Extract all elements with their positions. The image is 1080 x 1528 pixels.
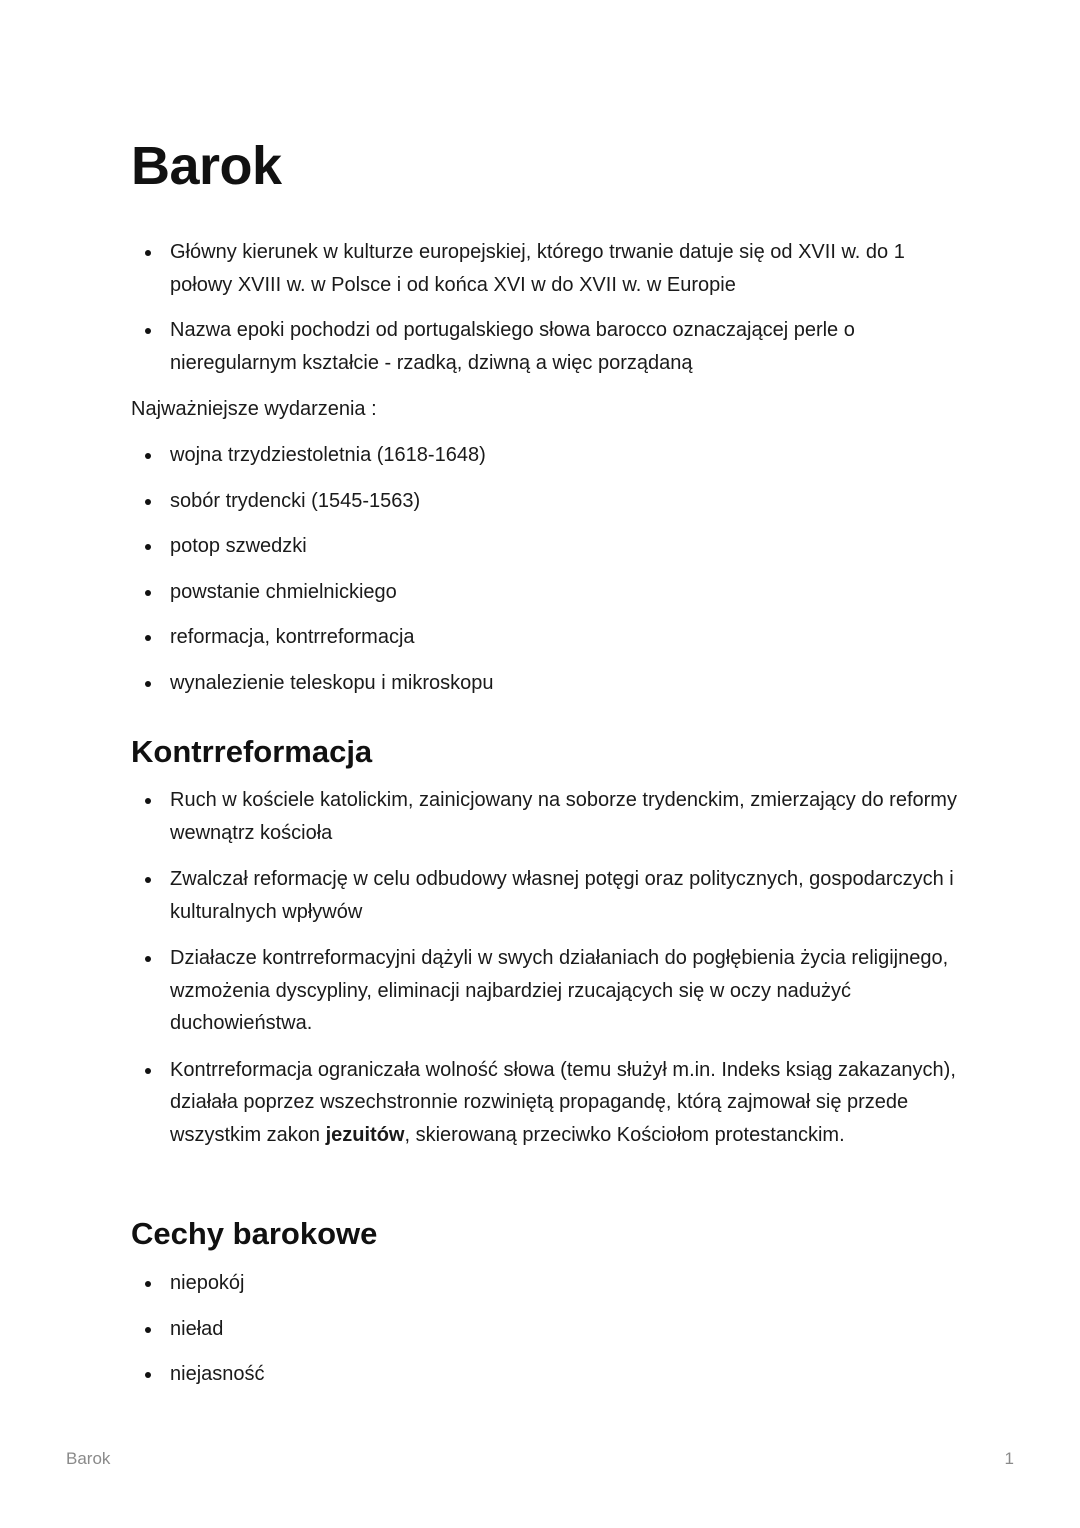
cechy-section: [131, 1267, 961, 1391]
kontrreformacja-section: [131, 784, 961, 1151]
list-item: wojna trzydziestoletnia (1618-1648): [131, 439, 961, 472]
page-number: 1: [1004, 1449, 1014, 1468]
list-item: Ruch w kościele katolickim, zainicjowany na soborze trydenckim, zmierzający do reformy wewnątrz kościoła: [131, 784, 961, 849]
cechy-heading-wrap: [131, 1216, 961, 1252]
intro-list: [131, 236, 961, 379]
events-label: Najważniejsze wydarzenia :: [131, 398, 377, 420]
kontrreformacja-heading-wrap: [131, 734, 961, 770]
list-item: [131, 1054, 961, 1152]
list-item: sobór trydencki (1545-1563): [131, 485, 961, 518]
kontrreformacja-list: [131, 784, 961, 1151]
list-item: Zwalczał reformację w celu odbudowy własnej potęgi oraz politycznych, gospodarczych i kulturalnych wpływów: [131, 863, 961, 928]
list-item: niejasność: [131, 1358, 961, 1391]
section-heading-kontrreformacja: Kontrreformacja: [131, 734, 373, 769]
list-item-text: , skierowaną przeciwko Kościołom protestanckim.: [404, 1123, 845, 1146]
list-item: reformacja, kontrreformacja: [131, 621, 961, 654]
list-item: niepokój: [131, 1267, 961, 1300]
list-item-bold: jezuitów: [325, 1123, 405, 1146]
list-item: Nazwa epoki pochodzi od portugalskiego słowa barocco oznaczającej perle o nieregularnym kształcie - rzadką, dziwną a więc porządaną: [131, 314, 961, 379]
list-item: nieład: [131, 1313, 961, 1346]
list-item-text: Kontrreformacja ograniczała wolność słowa (temu służył m.in. Indeks ksiąg zakazanych), działała poprzez wszechstronnie rozwiniętą propagandę, którą zajmował się przede wszystkim zakon: [170, 1058, 956, 1146]
events-section: [131, 393, 961, 426]
list-item: powstanie chmielnickiego: [131, 576, 961, 609]
list-item: Główny kierunek w kulturze europejskiej, którego trwanie datuje się od XVII w. do 1 połowy XVIII w. w Polsce i od końca XVI w do XVII w. w Europie: [131, 236, 961, 301]
events-list-section: [131, 439, 961, 699]
events-list: [131, 439, 961, 699]
intro-section: [131, 236, 961, 379]
list-item: potop szwedzki: [131, 530, 961, 563]
cechy-list: [131, 1267, 961, 1391]
list-item: Działacze kontrreformacyjni dążyli w swych działaniach do pogłębienia życia religijnego, wzmożenia dyscypliny, eliminacji najbardziej rzucających się w oczy nadużyć duchowieństwa.: [131, 942, 961, 1040]
section-heading-cechy: Cechy barokowe: [131, 1216, 378, 1251]
footer-title: Barok: [66, 1449, 111, 1468]
page-title: Barok: [131, 136, 282, 196]
list-item: wynalezienie teleskopu i mikroskopu: [131, 667, 961, 700]
